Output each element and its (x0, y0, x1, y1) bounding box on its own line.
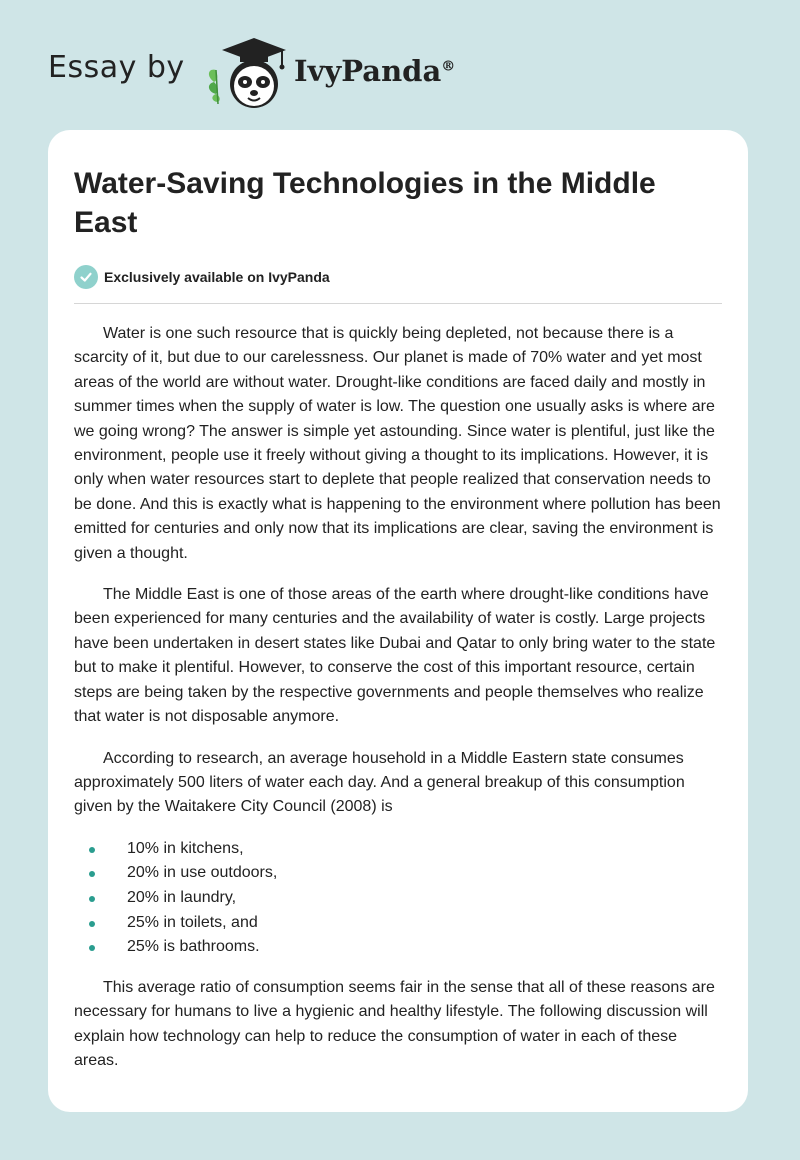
paragraph: According to research, an average household in a Middle Eastern state consumes approximately 500 liters of water each day. And a general breakup of this consumption given by the Waitakere City Council (2008) is (74, 749, 685, 816)
essay-card (48, 130, 748, 1112)
list-item (74, 837, 724, 862)
exclusive-badge (74, 264, 330, 290)
consumption-list (74, 837, 724, 960)
bullet-icon (89, 945, 95, 951)
bullet-icon (89, 847, 95, 853)
list-item-text: 20% in use outdoors, (127, 864, 278, 882)
essay-by-label: Essay by (48, 50, 185, 85)
badge-text: Exclusively available on IvyPanda (104, 269, 330, 285)
list-item (74, 861, 724, 886)
divider (74, 303, 722, 304)
list-item-text: 25% is bathrooms. (127, 938, 260, 956)
list-item (74, 935, 724, 960)
list-item (74, 911, 724, 936)
page-title: Water-Saving Technologies in the Middle East (74, 167, 656, 239)
brand-name[interactable] (294, 54, 455, 88)
panda-logo-icon[interactable] (204, 36, 288, 110)
list-item-text: 20% in laundry, (127, 888, 237, 906)
bullet-icon (89, 921, 95, 927)
checkmark-icon (79, 270, 93, 284)
registered-mark: ® (441, 58, 456, 75)
check-circle-icon (74, 265, 98, 289)
list-item-text: 25% in toilets, and (127, 913, 258, 931)
list-item (74, 886, 724, 911)
paragraph: Water is one such resource that is quickly being depleted, not because there is a scarcity of it, but due to our carelessness. Our planet is made of 70% water and yet most areas of the world are without water. Drought-like conditions are faced daily and mostly in summer times when the supply of water is low. The question one usually asks is where are we going wrong? The answer is simple yet astounding. Since water is plentiful, just like the environment, people use it freely without giving a thought to its implications. However, it is only when water resources start to deplete that people realized that conservation needs to be done. And this is exactly what is happening to the environment where pollution has been emitted for centuries and only now that its implications are clear, saving the environment is given a thought. (74, 325, 721, 562)
paragraph: This average ratio of consumption seems fair in the sense that all of these reasons are necessary for humans to live a hygienic and healthy lifestyle. The following discussion will explain how technology can help to reduce the consumption of water in each of these areas. (74, 978, 715, 1069)
site-header (48, 36, 508, 110)
bullet-icon (89, 871, 95, 877)
paragraph: The Middle East is one of those areas of the earth where drought-like conditions have been experienced for many centuries and the availability of water is costly. Large projects have been undertaken in desert states like Dubai and Qatar to only bring water to the state but to make it plentiful. However, to conserve the cost of this important resource, certain steps are being taken by the respective governments and people themselves who realize that water is not disposable anymore. (74, 586, 716, 726)
brand-name-text: IvyPanda (294, 54, 442, 88)
bullet-icon (89, 896, 95, 902)
list-item-text: 10% in kitchens, (127, 839, 244, 857)
essay-body (74, 322, 724, 1090)
